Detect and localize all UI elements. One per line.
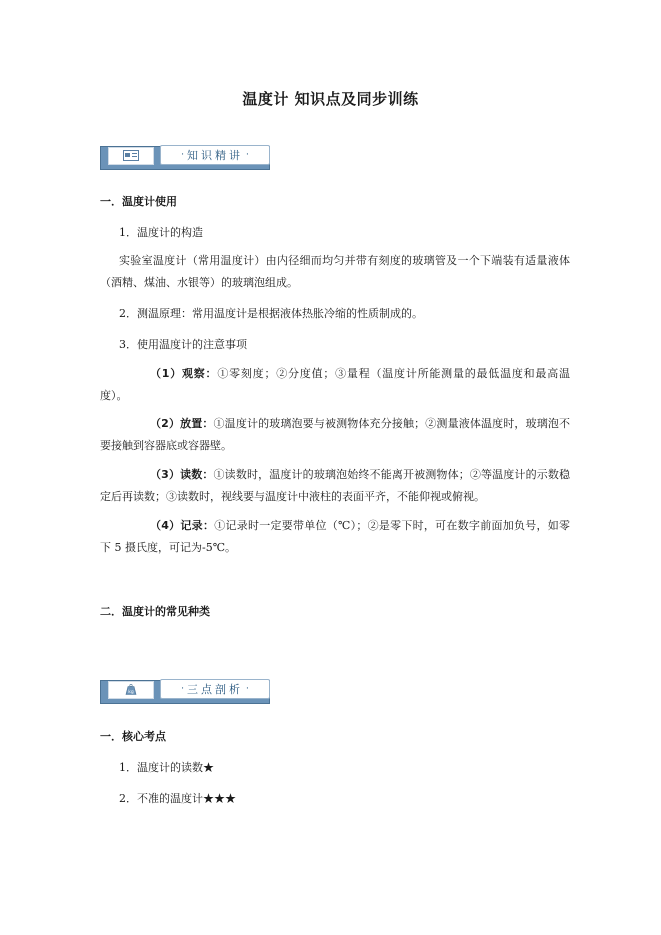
list-item: 2．不准的温度计★★★ (119, 792, 236, 805)
note-paragraph (100, 363, 570, 407)
note-label: （3）读数： (150, 468, 214, 481)
weight-icon-box (108, 681, 154, 699)
note-text: ①记录时一定要带单位（℃）；②是零下时，可在数字前面加负号，如零下 5 摄氏度，可记为-5℃。 (100, 519, 570, 554)
note-paragraph (100, 413, 570, 457)
note-text: ①读数时，温度计的玻璃泡始终不能离开被测物体；②等温度计的示数稳定后再读数；③读数时，视线要与温度计中液柱的表面平齐，不能仰视或俯视。 (100, 468, 571, 503)
card-icon-box (108, 147, 154, 165)
note-text: ①温度计的玻璃泡要与被测物体充分接触；②测量液体温度时，玻璃泡不要接触到容器底或容器壁。 (100, 417, 571, 452)
item-text: 2．测温原理：常用温度计是根据液体热胀冷缩的性质制成的。 (119, 307, 423, 320)
note-label: （2）放置： (150, 417, 214, 430)
banner-ribbon: · 知识精讲 · (160, 145, 270, 165)
list-item: 1．温度计的读数★ (119, 761, 214, 774)
banner-label: 三点剖析 (187, 683, 243, 696)
section-heading: 一．温度计使用 (100, 195, 177, 208)
item-title: 3．使用温度计的注意事项 (119, 338, 247, 351)
section-banner-analysis (100, 677, 272, 703)
section-heading: 二．温度计的常见种类 (100, 605, 210, 618)
weight-kg-icon (123, 684, 139, 695)
paragraph: 实验室温度计（常用温度计）由内径细而均匀并带有刻度的玻璃管及一个下端装有适量液体（酒精、煤油、水银等）的玻璃泡组成。 (100, 254, 570, 289)
item-title: 1．温度计的构造 (119, 226, 203, 239)
banner-ribbon: · 三点剖析 · (160, 679, 270, 699)
svg-text:kg: kg (128, 689, 134, 695)
section-heading: 一．核心考点 (100, 730, 166, 743)
note-text: ①零刻度；②分度值；③量程（温度计所能测量的最低温度和最高温度）。 (100, 367, 570, 402)
note-paragraph (100, 464, 570, 508)
page-title: 温度计 知识点及同步训练 (242, 90, 419, 108)
section-banner-knowledge (100, 143, 272, 169)
note-label: （4）记录： (150, 519, 215, 532)
card-icon (123, 150, 139, 161)
note-paragraph (100, 515, 570, 559)
note-label: （1）观察： (150, 367, 218, 380)
banner-label: 知识精讲 (187, 149, 243, 162)
